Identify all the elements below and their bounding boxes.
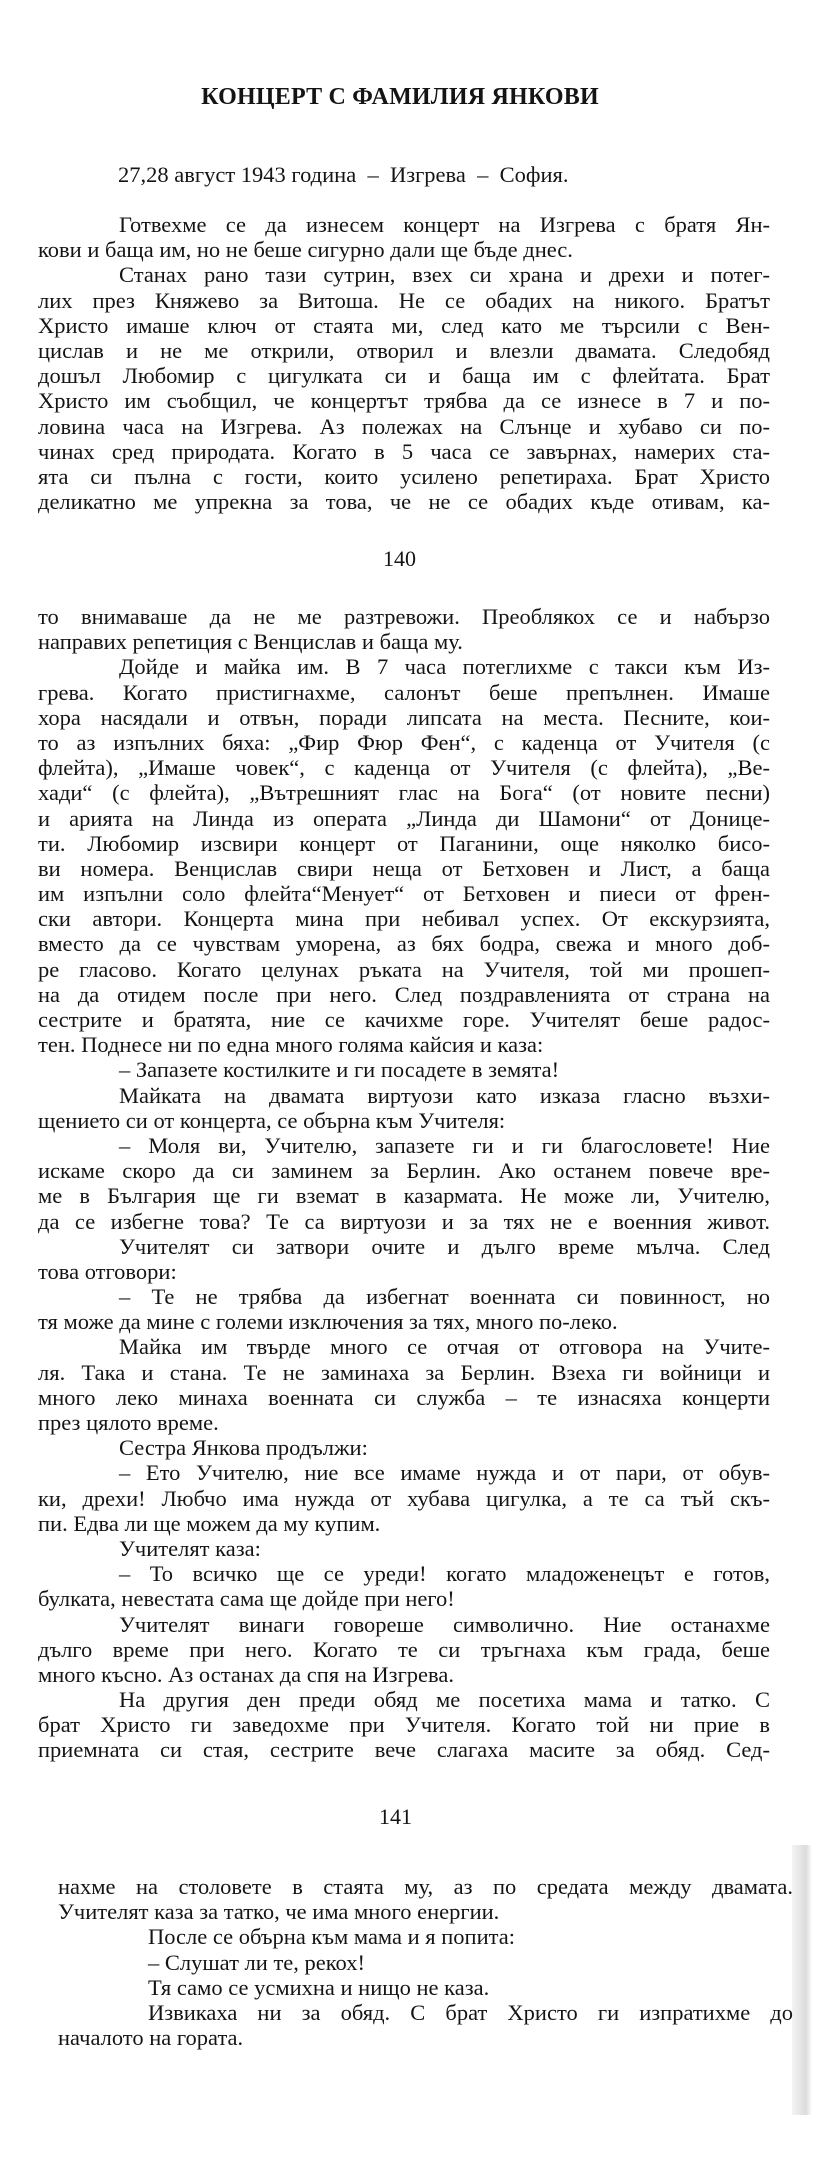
text-line: щението си от концерта, се обърна към Учителя: <box>38 1107 506 1133</box>
text-line: На другия ден преди обяд ме посетиха мама и татко. С <box>119 1687 770 1713</box>
text-line: това отговори: <box>38 1258 177 1284</box>
text-line: Учителят си затвори очите и дълго време мълча. След <box>119 1233 770 1259</box>
text-line: Христо имаше ключ от стаята ми, след като ме търсили с Вен- <box>38 312 770 338</box>
text-line: цислав и не ме открили, отворил и влезли двамата. Следобяд <box>38 337 770 363</box>
text-line: им изпълни соло флейта“Менует“ от Бетховен и пиеси от френ- <box>38 881 770 907</box>
text-line: ви номера. Венцислав свири неща от Бетховен и Лист, а баща <box>38 855 770 881</box>
text-line: чинах сред природата. Когато в 5 часа се завърнах, намерих ста- <box>38 438 770 464</box>
text-block-page-141 <box>58 1874 793 2050</box>
text-line: то аз изпълних бяха: „Фир Фюр Фен“, с каденца от Учителя (с <box>38 729 770 755</box>
text-line: грева. Когато пристигнахме, салонът беше препълнен. Имаше <box>38 679 770 705</box>
text-line: ля. Така и стана. Те не заминаха за Берлин. Взеха ги войници и <box>38 1359 770 1385</box>
text-line: хора насядали и отвън, поради липсата на места. Песните, кои- <box>38 704 770 730</box>
text-line: – Слушат ли те, рекох! <box>148 1949 365 1975</box>
text-line: Сестра Янкова продължи: <box>119 1435 368 1461</box>
text-line: булката, невестата сама ще дойде при него! <box>38 1586 455 1612</box>
page-number: 140 <box>383 546 416 571</box>
chapter-title: КОНЦЕРТ С ФАМИЛИЯ ЯНКОВИ <box>201 84 599 110</box>
text-line: Готвехме се да изнесем концерт на Изгрева с братя Ян- <box>119 212 770 237</box>
text-line: на да отидем после при него. След поздравленията от страна на <box>38 981 770 1007</box>
text-line: вместо да се чувствам уморена, аз бях бодра, свежа и много доб- <box>38 931 770 957</box>
text-line: и арията на Линда из операта „Линда ди Шамони“ от Донице- <box>38 805 770 831</box>
text-line: ме в България ще ги вземат в казармата. Не може ли, Учителю, <box>38 1183 770 1209</box>
text-line: нахме на столовете в стаята му, аз по средата между двамата. <box>58 1874 793 1899</box>
text-line: – Моля ви, Учителю, запазете ги и ги благословете! Ние <box>119 1132 770 1158</box>
text-block-page-140 <box>38 604 770 1763</box>
text-line: кови и баща им, но не беше сигурно дали ще бъде днес. <box>38 237 573 263</box>
text-block-page-139 <box>38 212 770 514</box>
text-line: тен. Поднесе ни по една много голяма кайсия и каза: <box>38 1032 544 1058</box>
text-line: – Те не трябва да избегнат военната си повинност, но <box>119 1284 770 1310</box>
text-line: направих репетиция с Венцислав и баща му. <box>38 629 463 655</box>
text-line: ловина часа на Изгрева. Аз полежах на Слънце и хубаво си по- <box>38 413 770 439</box>
text-line: Учителят каза: <box>119 1535 261 1561</box>
text-line: – Запазете костилките и ги посадете в земята! <box>119 1057 560 1083</box>
text-line: брат Христо ги заведохме при Учителя. Когато той ни прие в <box>38 1712 770 1738</box>
text-line: да се избегне това? Те са виртуози и за тях не е военния живот. <box>38 1208 770 1234</box>
text-line: сестрите и братята, ние се качихме горе. Учителят беше радос- <box>38 1007 770 1032</box>
text-line: После се обърна към мама и я попита: <box>148 1924 515 1950</box>
text-line: началото на гората. <box>58 2025 244 2051</box>
text-line: дълго време при него. Когато те си тръгнаха към града, беше <box>38 1636 770 1662</box>
text-line: Майка им твърде много се отчая от отговора на Учите- <box>119 1334 770 1360</box>
text-line: Станах рано тази сутрин, взех си храна и дрехи и потег- <box>119 262 770 288</box>
text-line: през цялото време. <box>38 1410 219 1435</box>
text-line: тя може да мине с големи изключения за тях, много по-леко. <box>38 1309 618 1335</box>
text-line: флейта), „Имаше човек“, с каденца от Учителя (с флейта), „Ве- <box>38 755 770 781</box>
text-line: пи. Едва ли ще можем да му купим. <box>38 1510 381 1536</box>
text-line: деликатно ме упрекна за това, че не се обадих къде отивам, ка- <box>38 489 770 515</box>
text-line: ята си пълна с гости, които усилено репетираха. Брат Христо <box>38 463 770 489</box>
text-line: лих през Княжево за Витоша. Не се обадих на никого. Братът <box>38 287 770 313</box>
page-number: 141 <box>379 1804 412 1829</box>
text-line: Учителят винаги говореше символично. Ние останахме <box>119 1611 770 1637</box>
scan-edge-shadow <box>792 1845 812 2115</box>
text-line: Извикаха ни за обяд. С брат Христо ги изпратихме до <box>148 1999 793 2025</box>
text-line: ки, дрехи! Любчо има нужда от хубава цигулка, а те са тъй скъ- <box>38 1485 770 1511</box>
text-line: много леко минаха военната си служба – те изнасяха концерти <box>38 1384 770 1410</box>
text-line: то внимаваше да не ме разтревожи. Преоблякох се и набързо <box>38 604 770 629</box>
text-line: дошъл Любомир с цигулката си и баща им с флейтата. Брат <box>38 363 770 389</box>
text-line: ски автори. Концерта мина при небивал успех. От екскурзията, <box>38 906 770 932</box>
text-line: приемната си стая, сестрите вече слагаха масите за обяд. Сед- <box>38 1737 770 1763</box>
text-line: хади“ (с флейта), „Вътрешният глас на Бога“ (от новите песни) <box>38 780 770 806</box>
text-line: много късно. Аз останах да спя на Изгрева. <box>38 1661 454 1687</box>
text-line: ти. Любомир изсвири концерт от Паганини, още няколко бисо- <box>38 830 770 856</box>
dateline: 27,28 август 1943 година – Изгрева – София. <box>118 162 569 187</box>
text-line: Дойде и майка им. В 7 часа потеглихме с такси към Из- <box>119 654 770 680</box>
text-line: Тя само се усмихна и нищо не каза. <box>148 1974 490 2000</box>
text-line: Учителят каза за татко, че има много енергии. <box>58 1899 500 1925</box>
text-line: ре гласово. Когато целунах ръката на Учителя, той ми прошеп- <box>38 956 770 982</box>
text-line: Христо им съобщил, че концертът трябва да се изнесе в 7 и по- <box>38 388 770 414</box>
text-line: – Ето Учителю, ние все имаме нужда и от пари, от обув- <box>119 1460 770 1486</box>
text-line: искаме скоро да си заминем за Берлин. Ако останем повече вре- <box>38 1158 770 1184</box>
text-line: – То всичко ще се уреди! когато младоженецът е готов, <box>119 1561 770 1587</box>
text-line: Майката на двамата виртуози като изказа гласно възхи- <box>119 1082 770 1108</box>
